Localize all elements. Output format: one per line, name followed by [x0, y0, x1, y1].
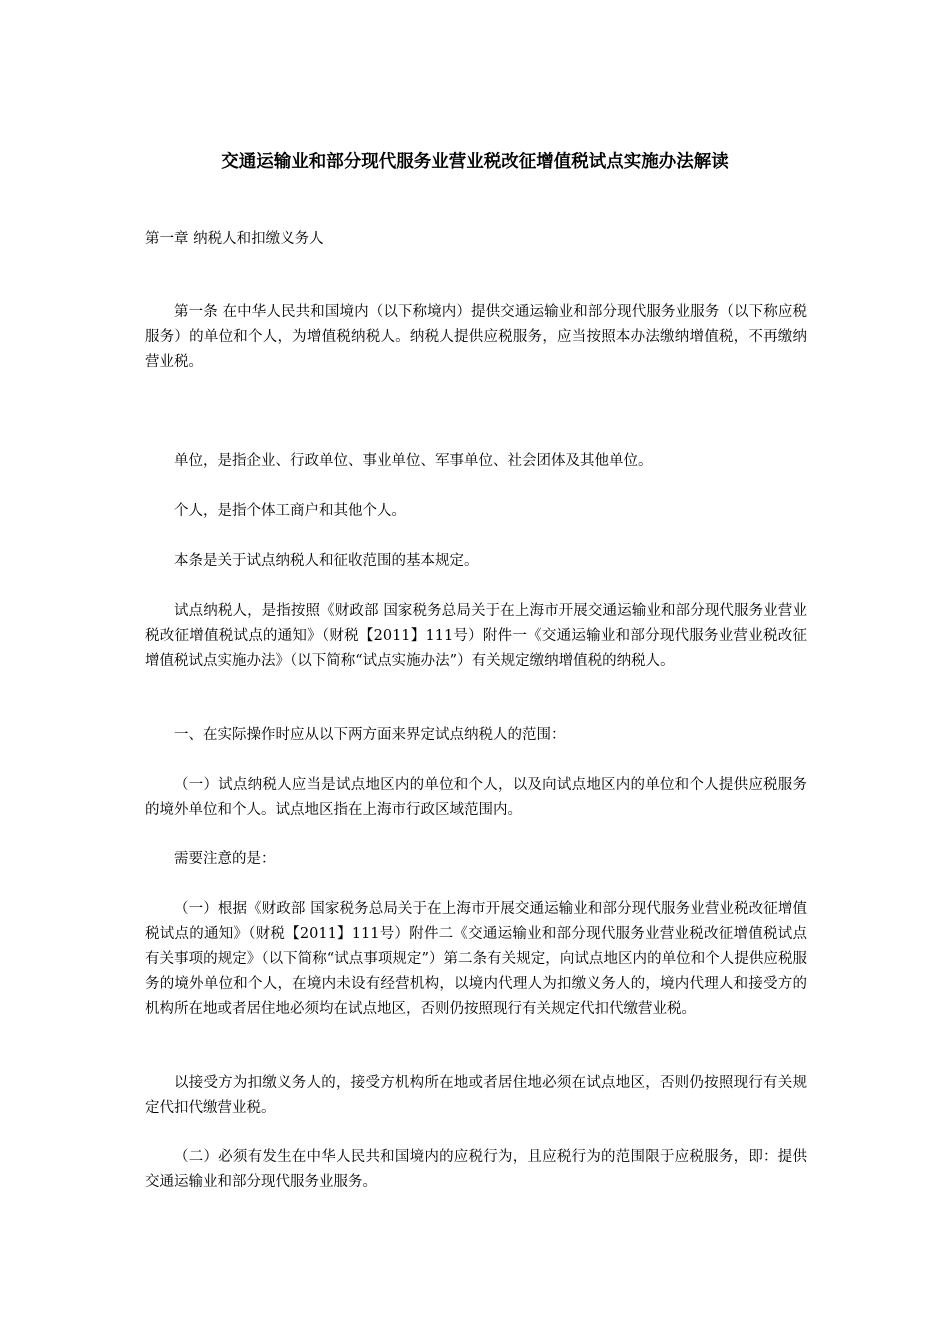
paragraph-note-item-1: （一）根据《财政部 国家税务总局关于在上海市开展交通运输业和部分现代服务业营业税改征增值税试点的通知》（财税【2011】111号）附件二《交通运输业和部分现代服务业营业税改征增值税试点有关事项的规定》（以下简称“试点事项规定”）第二条有关规定，向试点地区内的单位和个人提供应税服务的境外单位和个人，在境内未设有经营机构，以境内代理人为扣缴义务人的，境内代理人和接受方的机构所在地或者居住地必须均在试点地区，否则仍按照现行有关规定代扣代缴营业税。 — [145, 901, 807, 1017]
paragraph-article-1: 第一条 在中华人民共和国境内（以下称境内）提供交通运输业和部分现代服务业服务（以下称应税服务）的单位和个人，为增值税纳税人。纳税人提供应税服务，应当按照本办法缴纳增值税，不再缴纳营业税。 — [145, 304, 807, 370]
paragraph-unit-definition: 单位，是指企业、行政单位、事业单位、军事单位、社会团体及其他单位。 — [174, 453, 653, 469]
document-title: 交通运输业和部分现代服务业营业税改征增值税试点实施办法解读 — [221, 152, 729, 172]
paragraph-scope-item-1: （一）试点纳税人应当是试点地区内的单位和个人，以及向试点地区内的单位和个人提供应税服务的境外单位和个人。试点地区指在上海市行政区域范围内。 — [145, 777, 807, 818]
paragraph-individual-definition: 个人，是指个体工商户和其他个人。 — [174, 503, 406, 519]
paragraph-pilot-taxpayer: 试点纳税人，是指按照《财政部 国家税务总局关于在上海市开展交通运输业和部分现代服务业营业税改征增值税试点的通知》（财税【2011】111号）附件一《交通运输业和部分现代服务业营业税改征增值税试点实施办法》（以下简称“试点实施办法”）有关规定缴纳增值税的纳税人。 — [145, 603, 807, 669]
paragraph-recipient-withholding: 以接受方为扣缴义务人的，接受方机构所在地或者居住地必须在试点地区，否则仍按照现行有关规定代扣代缴营业税。 — [145, 1075, 807, 1116]
paragraph-note-heading: 需要注意的是： — [174, 851, 276, 867]
paragraph-basic-provision: 本条是关于试点纳税人和征收范围的基本规定。 — [174, 553, 479, 569]
paragraph-scope-item-2: （二）必须有发生在中华人民共和国境内的应税行为，且应税行为的范围限于应税服务，即：提供交通运输业和部分现代服务业服务。 — [145, 1149, 807, 1190]
paragraph-scope-intro: 一、在实际操作时应从以下两方面来界定试点纳税人的范围： — [174, 727, 566, 743]
chapter-heading: 第一章 纳税人和扣缴义务人 — [145, 231, 324, 247]
